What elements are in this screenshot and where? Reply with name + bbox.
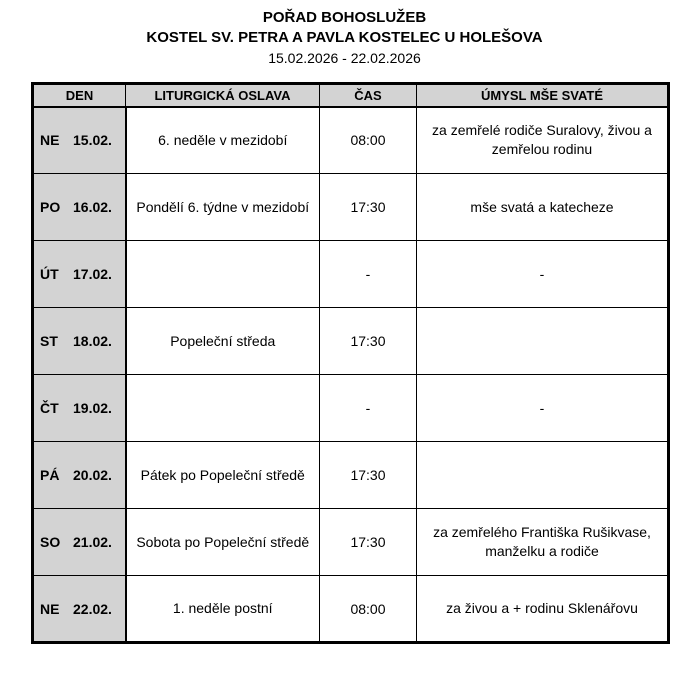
day-cell <box>33 375 126 442</box>
table-row <box>33 241 669 308</box>
day-date: 20.02. <box>73 467 112 483</box>
intention-cell: mše svatá a katecheze <box>417 174 669 241</box>
time-cell: 17:30 <box>320 509 417 576</box>
day-abbr: PÁ <box>40 467 60 483</box>
time-cell: 17:30 <box>320 308 417 375</box>
intention-cell: za zemřelého Františka Rušikvase, manželku a rodiče <box>417 509 669 576</box>
intention-cell <box>417 442 669 509</box>
time-cell: - <box>320 375 417 442</box>
day-abbr: NE <box>40 132 60 149</box>
intention-cell: - <box>417 375 669 442</box>
day-date: 17.02. <box>73 266 112 282</box>
table-row <box>33 308 669 375</box>
celebration-cell: 6. neděle v mezidobí <box>126 107 320 174</box>
time-cell: - <box>320 241 417 308</box>
day-abbr: ÚT <box>40 266 59 282</box>
intention-cell: za živou a + rodinu Sklenářovu <box>417 576 669 643</box>
celebration-cell: Pondělí 6. týdne v mezidobí <box>126 174 320 241</box>
page-title: POŘAD BOHOSLUŽEB <box>262 9 427 26</box>
date-range: 15.02.2026 - 22.02.2026 <box>268 50 421 66</box>
table-row <box>33 107 669 174</box>
day-abbr: NE <box>40 600 60 617</box>
time-cell: 17:30 <box>320 174 417 241</box>
table-row <box>33 174 669 241</box>
day-cell <box>33 107 126 174</box>
service-schedule-table <box>31 82 670 644</box>
day-cell <box>33 509 126 576</box>
header-intention: ÚMYSL MŠE SVATÉ <box>417 84 669 107</box>
celebration-cell: Sobota po Popeleční středě <box>126 509 320 576</box>
day-date: 22.02. <box>73 600 112 617</box>
table-row <box>33 442 669 509</box>
celebration-cell <box>126 375 320 442</box>
celebration-cell: Pátek po Popeleční středě <box>126 442 320 509</box>
day-date: 21.02. <box>73 534 112 550</box>
header-time: ČAS <box>320 84 417 107</box>
celebration-cell: Popeleční středa <box>126 308 320 375</box>
day-cell <box>33 241 126 308</box>
document-header <box>0 0 689 68</box>
day-abbr: ST <box>40 333 58 349</box>
header-day: DEN <box>33 84 126 107</box>
celebration-cell: 1. neděle postní <box>126 576 320 643</box>
day-date: 18.02. <box>73 333 112 349</box>
header-celebration: LITURGICKÁ OSLAVA <box>126 84 320 107</box>
day-abbr: SO <box>40 534 61 550</box>
celebration-cell <box>126 241 320 308</box>
time-cell: 17:30 <box>320 442 417 509</box>
time-cell: 08:00 <box>320 576 417 643</box>
time-cell: 08:00 <box>320 107 417 174</box>
day-cell <box>33 576 126 643</box>
table-row <box>33 509 669 576</box>
intention-cell: - <box>417 241 669 308</box>
day-cell <box>33 442 126 509</box>
intention-cell <box>417 308 669 375</box>
day-date: 16.02. <box>73 199 112 215</box>
table-row <box>33 576 669 643</box>
table-header-row <box>33 84 669 107</box>
day-cell <box>33 174 126 241</box>
day-cell <box>33 308 126 375</box>
day-abbr: ČT <box>40 400 59 416</box>
church-name: KOSTEL SV. PETRA A PAVLA KOSTELEC U HOLEŠOVA <box>146 29 543 46</box>
day-date: 19.02. <box>73 400 112 416</box>
day-abbr: PO <box>40 199 61 215</box>
day-date: 15.02. <box>73 132 112 149</box>
intention-cell: za zemřelé rodiče Suralovy, živou a zemřelou rodinu <box>417 107 669 174</box>
table-row <box>33 375 669 442</box>
